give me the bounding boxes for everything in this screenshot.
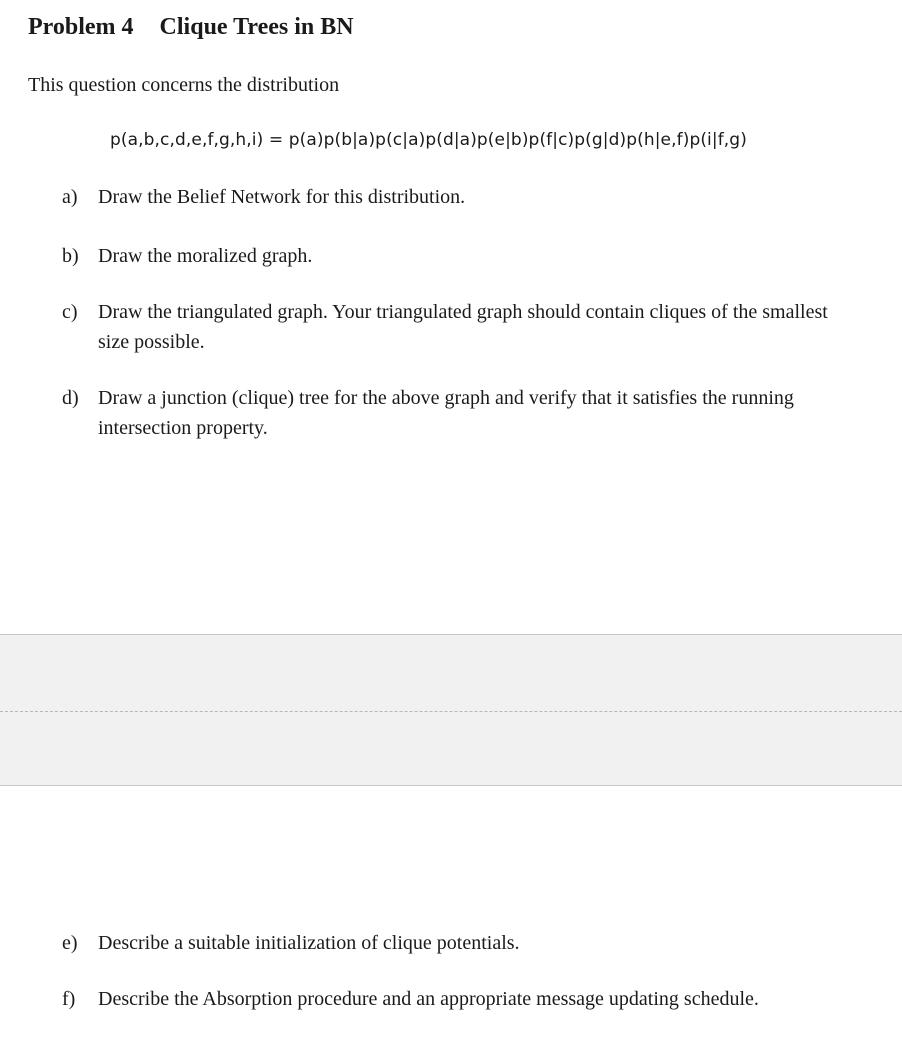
problem-heading (28, 14, 354, 41)
question-b (62, 241, 852, 271)
question-e (62, 928, 852, 958)
question-a (62, 182, 852, 212)
page-divider (0, 711, 902, 712)
question-text: Draw the triangulated graph. Your triangulated graph should contain cliques of the smallest size possible. (98, 301, 828, 353)
question-f (62, 984, 852, 1014)
question-letter: b) (62, 245, 79, 267)
question-letter: a) (62, 186, 78, 208)
question-letter: f) (62, 988, 76, 1010)
problem-label: Problem 4 (28, 14, 134, 40)
question-d (62, 383, 852, 443)
question-text: Describe the Absorption procedure and an appropriate message updating schedule. (98, 988, 759, 1010)
question-text: Describe a suitable initialization of clique potentials. (98, 932, 520, 954)
intro-text: This question concerns the distribution (28, 74, 340, 96)
question-letter: d) (62, 387, 79, 409)
distribution-formula: p(a,b,c,d,e,f,g,h,i) = p(a)p(b|a)p(c|a)p(d|a)p(e|b)p(f|c)p(g|d)p(h|e,f)p(i|f,g) (110, 130, 747, 150)
question-text: Draw the Belief Network for this distribution. (98, 186, 466, 208)
question-text: Draw the moralized graph. (98, 245, 313, 267)
question-letter: e) (62, 932, 78, 954)
question-c (62, 297, 852, 357)
question-text: Draw a junction (clique) tree for the above graph and verify that it satisfies the running intersection property. (98, 387, 794, 439)
problem-title: Clique Trees in BN (159, 14, 354, 40)
page-break (0, 634, 902, 786)
question-letter: c) (62, 301, 78, 323)
